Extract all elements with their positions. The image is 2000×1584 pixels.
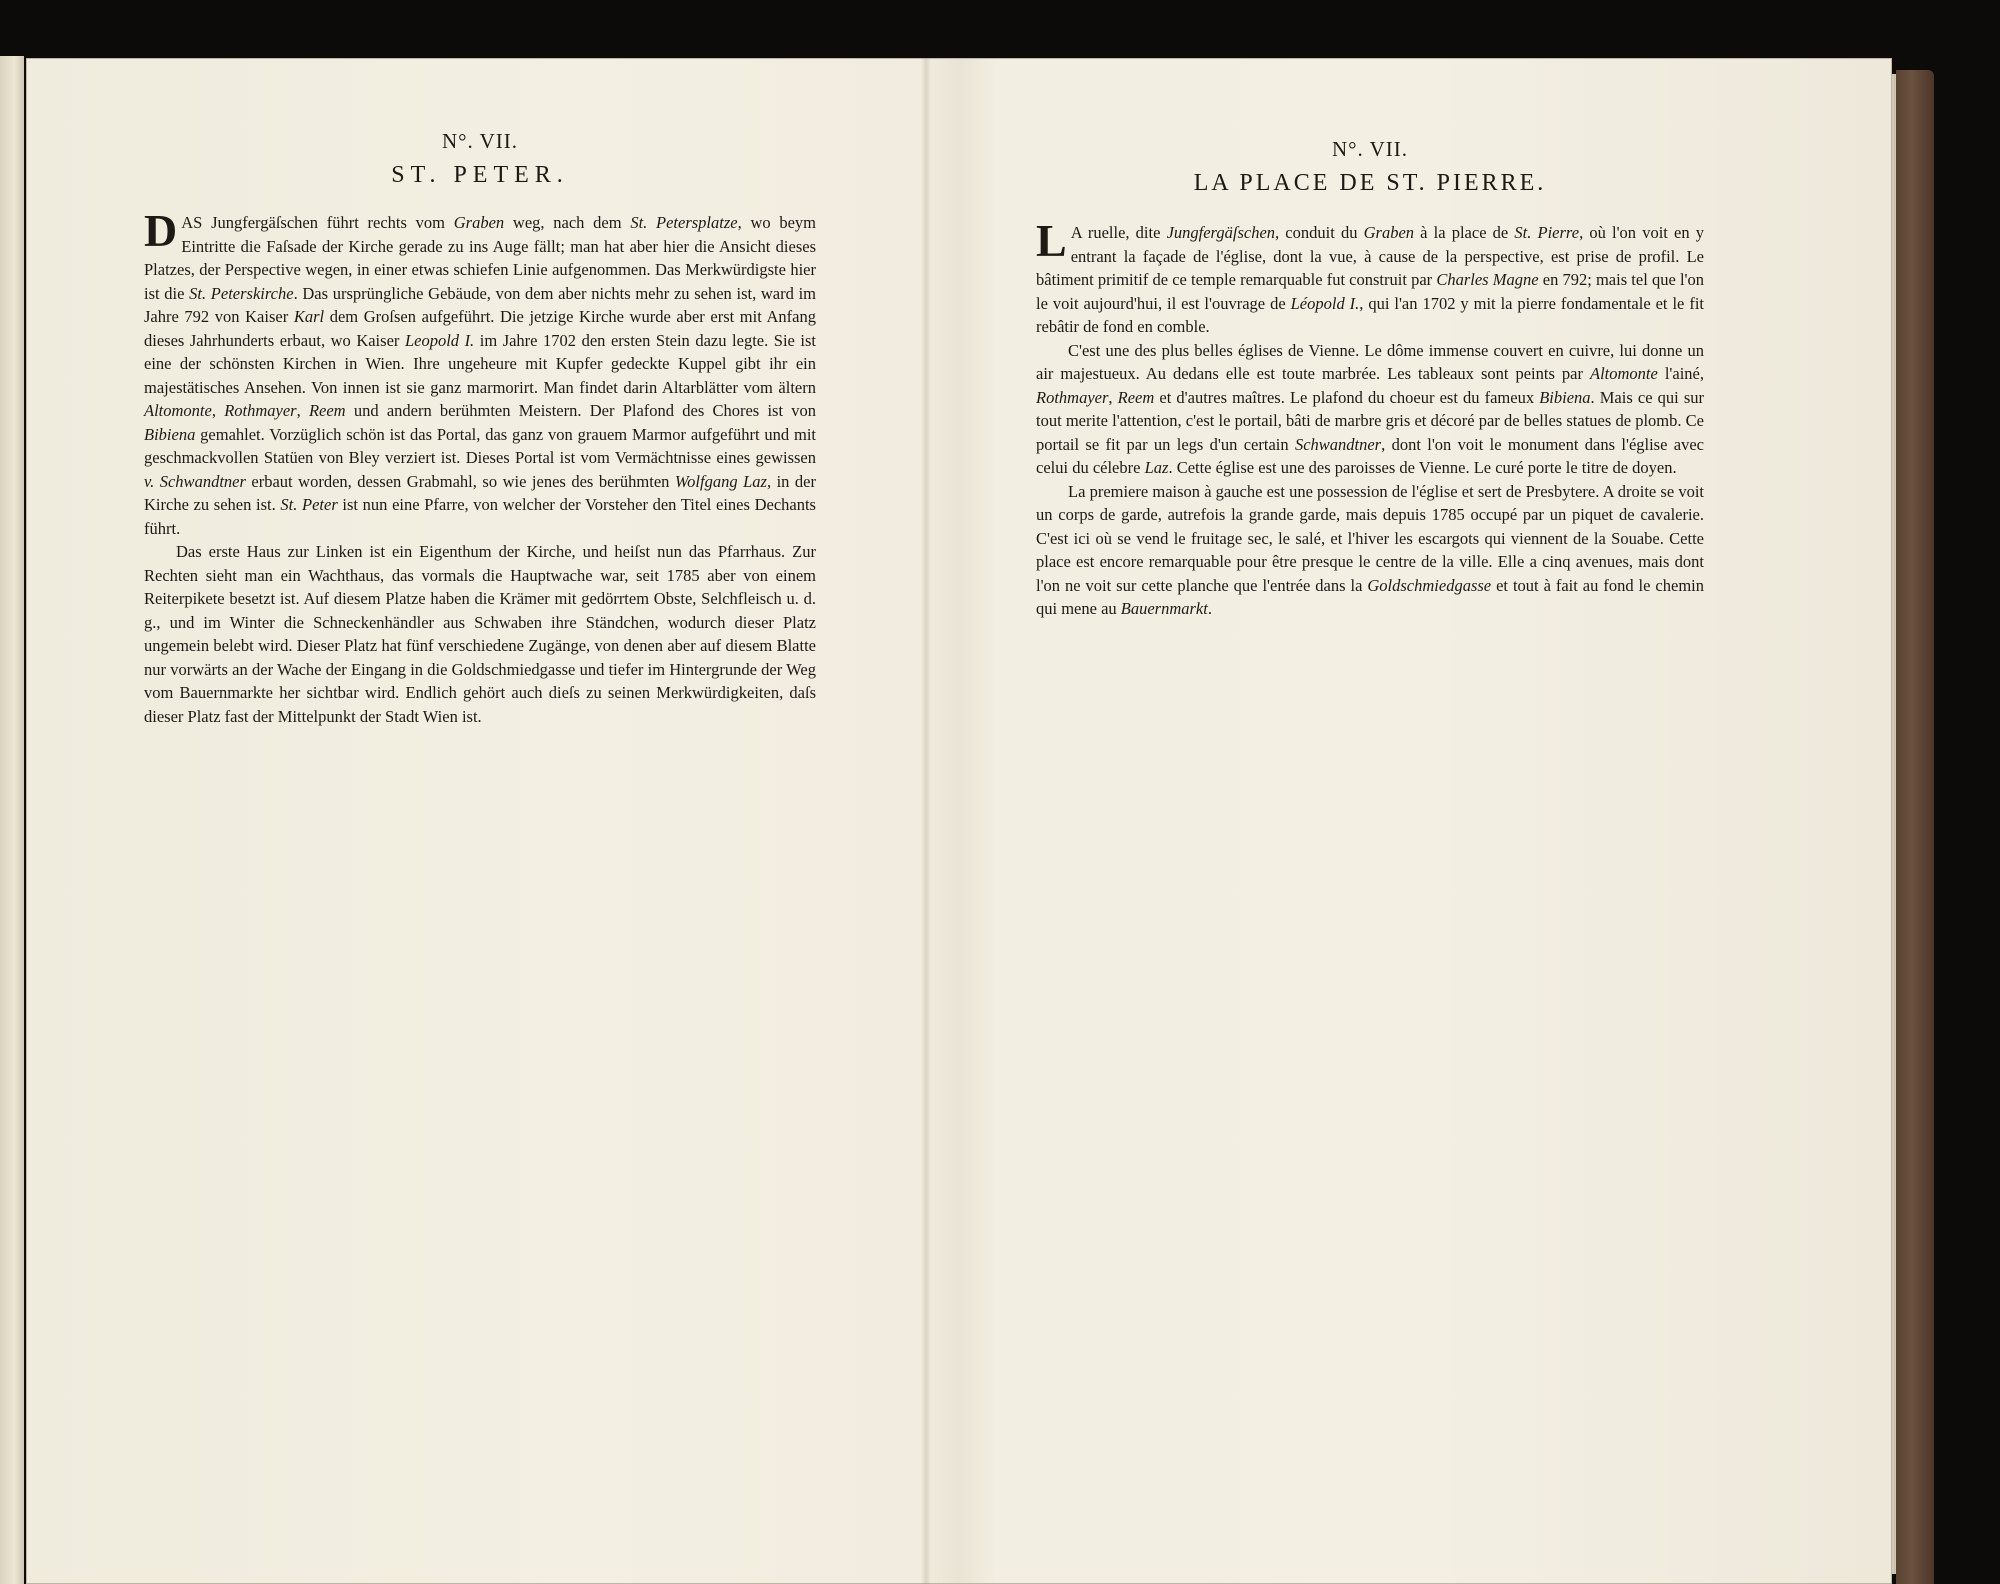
book-binding: [1896, 70, 1934, 1584]
dropcap: D: [144, 205, 178, 256]
left-paragraph-2: Das erste Haus zur Linken ist ein Eigenthum der Kirche, und heiſst nun das Pfarrhaus. Zur Rechten sieht man ein Wachthaus, das vormals die Hauptwache war, seit 1785 aber von einem Reiterpikete besetzt ist. Auf diesem Platze haben die Krämer mit gedörrtem Obste, Selchfleisch u. d. g., und im Winter die Schneckenhändler aus Schwaben ihre Ständchen, wodurch dieser Platz ungemein belebt wird. Dieser Platz hat fünf verschiedene Zugänge, von denen aber auf diesem Blatte nur vorwärts an der Wache der Eingang in die Goldschmiedgasse und tiefer im Hintergrunde der Weg vom Bauernmarkte her sichtbar wird. Endlich gehört auch dieſs zu seinen Merkwürdigkeiten, daſs dieser Platz fast der Mittelpunkt der Stadt Wien ist.: [144, 542, 816, 726]
left-page-number: N°. VII.: [441, 129, 519, 153]
right-page-title: LA PLACE DE ST. PIERRE.: [1193, 169, 1547, 196]
previous-page-edge: [0, 56, 24, 1584]
right-paragraph-2: C'est une des plus belles églises de Vienne. Le dôme immense couvert en cuivre, lui donne un air majestueux. Au dedans elle est toute marbrée. Les tableaux sont peints par Altomonte l'ainé, Rothmayer, Reem et d'autres maîtres. Le plafond du choeur est du fameux Bibiena. Mais ce qui sur tout merite l'attention, c'est le portail, bâti de marbre gris et décoré par de belles statues de plomb. Ce portail se fit par un legs d'un certain Schwandtner, dont l'on voit le monument dans l'église avec celui du célebre Laz. Cette église est une des paroisses de Vienne. Le curé porte le titre de doyen.: [1036, 340, 1704, 477]
right-page-number: N°. VII.: [1331, 137, 1409, 161]
right-page: [1036, 58, 1704, 621]
dropcap: L: [1036, 215, 1067, 266]
left-page: [144, 58, 816, 728]
left-page-title: ST. PETER.: [391, 161, 569, 188]
right-paragraph-1: L A ruelle, dite Jungfergäſschen, conduit du Graben à la place de St. Pierre, où l'on voit en y entrant la façade de l'église, dont la vue, à cause de la perspective, est prise de profil. Le bâtiment primitif de ce temple remarquable fut construit par Charles Magne en 792; mais tel que l'on le voit aujourd'hui, il est l'ouvrage de Léopold I., qui l'an 1702 y mit la pierre fondamentale et le fit rebâtir de fond en comble.: [1036, 215, 1704, 336]
right-paragraph-3: La premiere maison à gauche est une possession de l'église et sert de Presbytere. A droite se voit un corps de garde, autrefois la grande garde, mais depuis 1785 occupé par un piquet de cavalerie. C'est ici où se vend le fruitage sec, le salé, et l'hiver les escargots qui viennent de la Souabe. Cette place est encore remarquable pour être presque le centre de la ville. Elle a cinq avenues, mais dont l'on ne voit sur cette planche que l'entrée dans la Goldschmiedgasse et tout à fait au fond le chemin qui mene au Bauernmarkt.: [1036, 481, 1704, 618]
book-spread: [26, 58, 1892, 1584]
left-paragraph-1: DAS Jungfergäſschen führt rechts vom Graben weg, nach dem St. Petersplatze, wo beym Eintritte die Faſsade der Kirche gerade zu ins Auge fällt; man hat aber hier die Ansicht dieses Platzes, der Perspective wegen, in einer etwas schiefen Linie aufgenommen. Das Merkwürdigste hier ist die St. Peterskirche. Das ursprüngliche Gebäude, von dem aber nichts mehr zu sehen ist, ward im Jahre 792 von Kaiser Karl dem Groſsen aufgeführt. Die jetzige Kirche wurde aber erst mit Anfang dieses Jahrhunderts erbaut, wo Kaiser Leopold I. im Jahre 1702 den ersten Stein dazu legte. Sie ist eine der schönsten Kirchen in Wien. Ihre ungeheure mit Kupfer gedeckte Kuppel gibt ihr ein majestätisches Ansehen. Von innen ist sie ganz marmorirt. Man findet darin Altarblätter vom ältern Altomonte, Rothmayer, Reem und andern berühmten Meistern. Der Plafond des Chores ist von Bibiena gemahlet. Vorzüglich schön ist das Portal, das ganz von grauem Marmor aufgeführt und mit geschmackvollen Statüen von Bley verziert ist. Dieses Portal ist vom Vermächtnisse eines gewissen v. Schwandtner erbaut worden, dessen Grabmahl, so wie jenes des berühmten Wolfgang Laz, in der Kirche zu sehen ist. St. Peter ist nun eine Pfarre, von welcher der Vorsteher den Titel eines Dechants führt.: [144, 205, 817, 538]
gutter: [921, 58, 931, 1584]
